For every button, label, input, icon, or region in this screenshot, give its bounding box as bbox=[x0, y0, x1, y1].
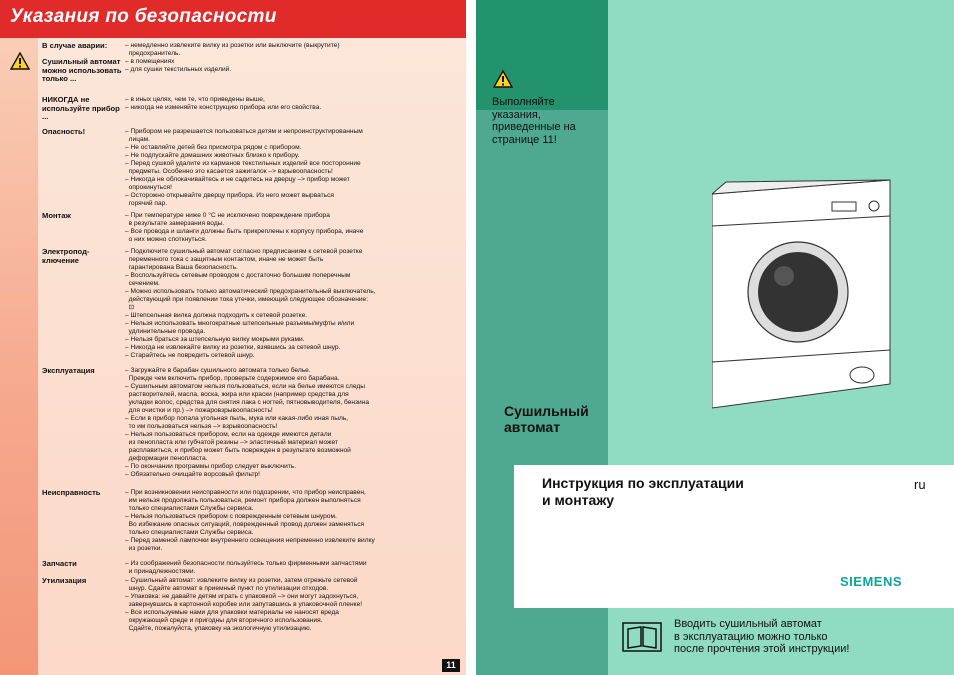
section-line: – Обязательно очищайте ворсовый фильтр! bbox=[125, 471, 261, 478]
section-line: горячий пар. bbox=[125, 200, 168, 207]
section-text bbox=[125, 577, 460, 633]
language-code: ru bbox=[914, 477, 926, 492]
section-label: Запчасти bbox=[42, 559, 77, 568]
section-line: Во избежание опасных ситуаций, поврежденный провод должен заменяться bbox=[125, 521, 365, 528]
section-line: гарантирована Ваша безопасность. bbox=[125, 264, 238, 271]
brand-logo: SIEMENS bbox=[840, 574, 903, 589]
section-line: – Сушильным автоматом нельзя пользоваться, если на белье имеются следы bbox=[125, 383, 365, 390]
section-line: – Никогда не облокачивайтесь и не садитесь на дверцу –> прибор может bbox=[125, 176, 350, 183]
section-line: укладки волос, средства для снятия лака с ногтей, пятновыводителя, бензина bbox=[125, 399, 370, 406]
section-line: – в помещениях bbox=[125, 58, 175, 65]
read-first-note: Вводить сушильный автомат в эксплуатацию можно только после прочтения этой инструкции! bbox=[674, 618, 850, 655]
instruction-title: Инструкция по эксплуатации и монтажу bbox=[542, 475, 744, 508]
section-line: деформации пенопласта. bbox=[125, 455, 208, 462]
refer-note: Выполняйте указания, приведенные на странице 11! bbox=[492, 96, 576, 146]
section-line: окружающей среде и пригодны для вторичного использования. bbox=[125, 617, 323, 624]
section-line: расплавиться, и прибор может быть поврежден в результате возможной bbox=[125, 447, 351, 454]
section-line: – Не подпускайте домашних животных близко к прибору. bbox=[125, 152, 300, 159]
section-line: о них можно споткнуться. bbox=[125, 236, 207, 243]
section-label: Монтаж bbox=[42, 211, 71, 220]
section-label: Электропод-ключение bbox=[42, 247, 90, 265]
section-line: – По окончании программы прибор следует выключить. bbox=[125, 463, 297, 470]
section-text bbox=[125, 560, 460, 576]
section-line: – Нельзя браться за штепсельную вилку мокрыми руками. bbox=[125, 336, 305, 343]
section-line: – Все используемые нами для упаковки материалы не наносят вреда bbox=[125, 609, 339, 616]
section-label: В случае аварии: bbox=[42, 41, 108, 50]
section-label: Сушильный автомат можно использовать только ... bbox=[42, 57, 122, 84]
section-text bbox=[125, 489, 460, 553]
section-line: – Нельзя использовать многократные штепсельные разъемы/муфты и/или bbox=[125, 320, 355, 327]
section-text bbox=[125, 248, 460, 360]
section-line: то им пользоваться нельзя –> взрывоопасность! bbox=[125, 423, 278, 430]
section-line: действующий при появлении тока утечки, имеющий следующее обозначение: bbox=[125, 296, 369, 303]
section-line: шнур. Сдайте автомат в приемный пункт по утилизации отходов. bbox=[125, 585, 329, 592]
section-line: – Никогда не извлекайте вилку из розетки, взявшись за сетевой шнур. bbox=[125, 344, 341, 351]
section-line: – Подключите сушильный автомат согласно предписаниям к сетевой розетке bbox=[125, 248, 363, 255]
warning-icon bbox=[10, 52, 30, 70]
section-line: предметы. Особенно это касается зажигалок –> взрывоопасность! bbox=[125, 168, 333, 175]
section-label: НИКОГДА не используйте прибор ... bbox=[42, 95, 120, 122]
section-line: Прежде чем включить прибор, проверьте содержимое его барабана. bbox=[125, 375, 340, 382]
section-line: лицам. bbox=[125, 136, 151, 143]
section-line: для очистки и пр.) –> пожаровзрывоопасность! bbox=[125, 407, 273, 414]
book-icon bbox=[622, 622, 662, 652]
section-line: – Загружайте в барабан сушильного автомата только белье. bbox=[125, 367, 311, 374]
section-line: – Перед заменой лампочки внутреннего освещения непременно извлеките вилку bbox=[125, 537, 375, 544]
side-strip bbox=[0, 38, 38, 675]
section-line: – При температуре ниже 0 °C не исключено повреждение прибора bbox=[125, 212, 330, 219]
section-line: – Можно использовать только автоматический предохранительный выключатель, bbox=[125, 288, 376, 295]
section-line: Сдайте, пожалуйста, упаковку на экологичную утилизацию. bbox=[125, 625, 312, 632]
section-line: – для сушки текстильных изделий. bbox=[125, 66, 232, 73]
section-line: завернувшись в картонной коробке или запутавшись в упаковочной пленке! bbox=[125, 601, 363, 608]
section-label: Неисправность bbox=[42, 488, 101, 497]
section-text bbox=[125, 212, 460, 244]
section-text bbox=[125, 42, 460, 58]
section-line: – Нельзя пользоваться прибором, если на одежде имеются детали bbox=[125, 431, 332, 438]
section-line: – Все провода и шланги должны быть прикреплены к корпусу прибора, иначе bbox=[125, 228, 364, 235]
section-line: и принадлежностями. bbox=[125, 568, 196, 575]
instruction-box bbox=[514, 465, 954, 608]
dryer-illustration bbox=[712, 178, 892, 410]
section-line: – в иных целях, чем те, что приведены выше, bbox=[125, 96, 265, 103]
section-line: – Упаковка: не давайте детям играть с упаковкой –> они могут задохнуться, bbox=[125, 593, 359, 600]
section-line: в результате замерзания воды. bbox=[125, 220, 225, 227]
section-line: опрокинуться! bbox=[125, 184, 172, 191]
cover-page bbox=[476, 0, 954, 675]
section-label: Эксплуатация bbox=[42, 366, 95, 375]
section-text bbox=[125, 367, 460, 479]
page-header bbox=[0, 0, 466, 38]
section-line: – Штепсельная вилка должна подходить к сетевой розетке. bbox=[125, 312, 308, 319]
section-text bbox=[125, 58, 460, 74]
section-line: – Нельзя пользоваться прибором с поврежденным сетевым шнуром. bbox=[125, 513, 337, 520]
section-line: сечением. bbox=[125, 280, 160, 287]
page-number: 11 bbox=[442, 659, 460, 672]
section-line: переменного тока с защитным контактом, иначе не может быть bbox=[125, 256, 324, 263]
section-line: – Осторожно открывайте дверцу прибора. Из него может вырваться bbox=[125, 192, 334, 199]
section-line: из розетки. bbox=[125, 545, 163, 552]
section-line: – никогда не изменяйте конструкцию прибора или его свойства. bbox=[125, 104, 322, 111]
safety-page bbox=[0, 0, 466, 675]
section-line: – Если в прибор попала угольная пыль, мука или какая-либо иная пыль, bbox=[125, 415, 349, 422]
section-line: – Перед сушкой удалите из карманов текстильных изделий все посторонние bbox=[125, 160, 361, 167]
section-line: им нельзя продолжать пользоваться, ремонт прибора должен выполняться bbox=[125, 497, 361, 504]
section-label: Утилизация bbox=[42, 576, 87, 585]
section-line: – Из соображений безопасности пользуйтесь только фирменными запчастями bbox=[125, 560, 367, 567]
section-text bbox=[125, 128, 460, 208]
section-line: только специалистами Службы сервиса. bbox=[125, 529, 254, 536]
cover-top-band bbox=[476, 0, 608, 110]
section-line: только специалистами Службы сервиса. bbox=[125, 505, 254, 512]
section-label: Опасность! bbox=[42, 127, 86, 136]
section-line: – Прибором не разрешается пользоваться детям и непроинструктированным bbox=[125, 128, 363, 135]
section-line: – Сушильный автомат: извлеките вилку из розетки, затем отрежьте сетевой bbox=[125, 577, 358, 584]
section-line: – При возникновении неисправности или подозрении, что прибор неисправен, bbox=[125, 489, 366, 496]
warning-icon bbox=[493, 70, 513, 88]
section-line: ⊡ bbox=[125, 304, 135, 311]
section-text bbox=[125, 96, 460, 112]
section-line: – немедленно извлеките вилку из розетки или выключите (выкрутите) bbox=[125, 42, 340, 49]
section-line: удлинительные провода. bbox=[125, 328, 206, 335]
section-line: – Старайтесь не повредить сетевой шнур. bbox=[125, 352, 255, 359]
section-line: растворителей, масла, воска, жира или краски (например средства для bbox=[125, 391, 349, 398]
section-line: из пенопласта или губчатой резины –> эластичный материал может bbox=[125, 439, 338, 446]
section-line: – Не оставляйте детей без присмотра рядом с прибором. bbox=[125, 144, 302, 151]
product-title: Сушильный автомат bbox=[504, 403, 589, 435]
page-title: Указания по безопасности bbox=[10, 6, 277, 27]
section-line: предохранитель. bbox=[125, 50, 181, 57]
section-line: – Воспользуйтесь сетевым проводом с достаточно большим поперечным bbox=[125, 272, 351, 279]
